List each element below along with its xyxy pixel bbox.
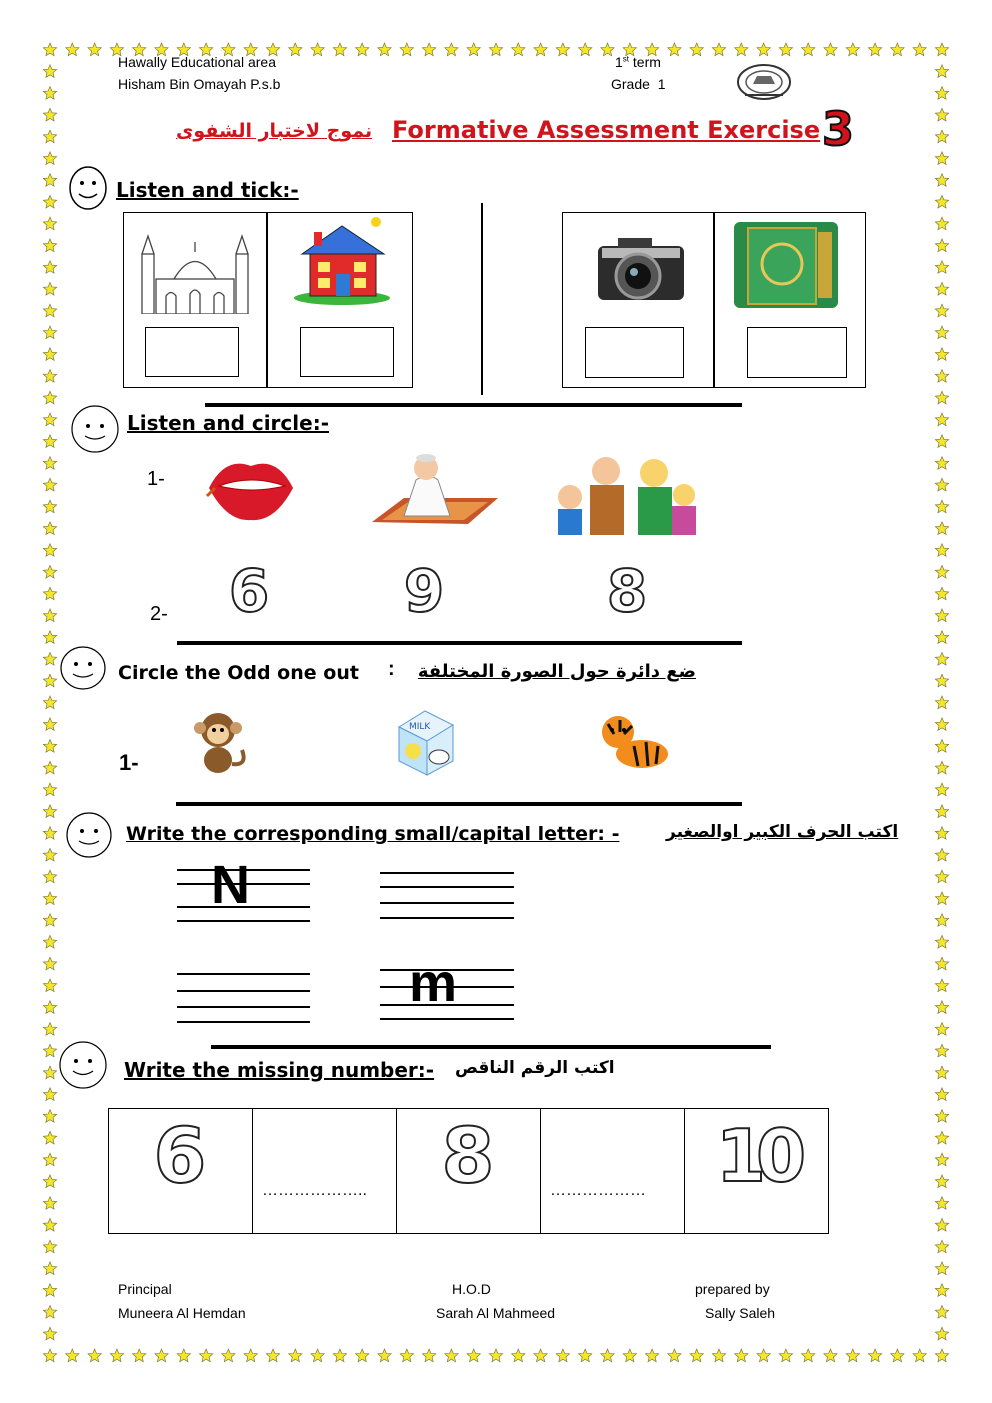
- star-icon: [935, 631, 948, 644]
- star-icon: [199, 1349, 212, 1362]
- odd-arabic: ضع دائرة حول الصورة المختلفة: [417, 661, 696, 682]
- row-label-1: 1-: [147, 468, 165, 490]
- star-icon: [935, 500, 948, 513]
- smiley-icon: [58, 1040, 108, 1090]
- star-icon: [43, 674, 56, 687]
- star-icon: [935, 239, 948, 252]
- star-icon: [155, 1349, 168, 1362]
- star-icon: [935, 1153, 948, 1166]
- star-icon: [935, 43, 948, 56]
- star-icon: [846, 43, 859, 56]
- blank-cell-9[interactable]: ………………: [550, 1182, 646, 1199]
- star-icon: [43, 87, 56, 100]
- star-icon: [43, 457, 56, 470]
- star-icon: [623, 1349, 636, 1362]
- star-icon: [935, 1001, 948, 1014]
- star-icon: [43, 43, 56, 56]
- term-text: 1st term: [615, 54, 661, 70]
- area-text: Hawally Educational area: [118, 54, 276, 70]
- star-icon: [445, 43, 458, 56]
- star-icon: [935, 457, 948, 470]
- star-icon: [935, 935, 948, 948]
- star-icon: [779, 43, 792, 56]
- letters-arabic: اكتب الحرف الكبير اوالصغير: [666, 822, 899, 842]
- number-cell-10: 10: [715, 1114, 797, 1198]
- star-icon: [43, 565, 56, 578]
- star-icon: [400, 1349, 413, 1362]
- title-english: Formative Assessment Exercise: [392, 116, 821, 144]
- star-icon: [802, 43, 815, 56]
- principal-label: Principal: [118, 1281, 172, 1297]
- odd-row-label: 1-: [119, 750, 139, 775]
- star-icon: [43, 152, 56, 165]
- exercise-number: 3: [822, 102, 855, 156]
- section-rule-4: [211, 1045, 771, 1049]
- star-icon: [43, 1284, 56, 1297]
- star-icon: [333, 1349, 346, 1362]
- star-icon: [467, 1349, 480, 1362]
- star-icon: [43, 1306, 56, 1319]
- star-icon: [43, 1023, 56, 1036]
- section-rule-3: [176, 802, 742, 806]
- star-icon: [43, 1349, 56, 1362]
- star-icon: [43, 587, 56, 600]
- star-icon: [690, 1349, 703, 1362]
- star-icon: [43, 1240, 56, 1253]
- star-icon: [891, 1349, 904, 1362]
- star-icon: [935, 609, 948, 622]
- star-icon: [489, 1349, 502, 1362]
- star-icon: [556, 1349, 569, 1362]
- star-icon: [757, 43, 770, 56]
- number-cell-8: 8: [441, 1111, 495, 1200]
- star-icon: [43, 631, 56, 644]
- number-option-6[interactable]: 6: [228, 557, 270, 625]
- star-icon: [489, 43, 502, 56]
- star-icon: [935, 1044, 948, 1057]
- star-icon: [43, 413, 56, 426]
- star-icon: [935, 1327, 948, 1340]
- star-icon: [935, 1284, 948, 1297]
- star-icon: [43, 783, 56, 796]
- star-icon: [43, 261, 56, 274]
- smiley-icon: [68, 165, 108, 211]
- tick-title: Listen and tick:-: [116, 178, 299, 202]
- letters-title: Write the corresponding small/capital letter: -: [126, 823, 620, 845]
- writing-line[interactable]: [380, 872, 514, 874]
- star-icon: [935, 544, 948, 557]
- star-icon: [356, 1349, 369, 1362]
- star-icon: [935, 348, 948, 361]
- star-icon: [43, 391, 56, 404]
- star-icon: [43, 435, 56, 448]
- star-icon: [244, 1349, 257, 1362]
- star-icon: [534, 1349, 547, 1362]
- star-icon: [935, 195, 948, 208]
- star-icon: [935, 827, 948, 840]
- star-icon: [846, 1349, 859, 1362]
- missing-arabic: اكتب الرقم الناقص: [455, 1058, 615, 1078]
- milk-label: MILK: [409, 722, 431, 732]
- star-icon: [43, 740, 56, 753]
- star-icon: [935, 478, 948, 491]
- title-arabic: نموج لاختبار الشفوى: [176, 120, 373, 142]
- star-icon: [802, 1349, 815, 1362]
- star-icon: [935, 979, 948, 992]
- star-icon: [935, 1066, 948, 1079]
- star-icon: [935, 1262, 948, 1275]
- star-icon: [43, 1262, 56, 1275]
- section-rule-1: [205, 403, 742, 407]
- star-icon: [43, 1131, 56, 1144]
- smiley-icon: [70, 404, 120, 454]
- star-icon: [43, 282, 56, 295]
- star-icon: [735, 1349, 748, 1362]
- capital-letter: N: [211, 855, 250, 915]
- star-icon: [935, 130, 948, 143]
- star-icon: [935, 892, 948, 905]
- star-icon: [378, 1349, 391, 1362]
- star-icon: [935, 565, 948, 578]
- star-icon: [935, 1088, 948, 1101]
- section-rule-2: [177, 641, 742, 645]
- star-icon: [422, 1349, 435, 1362]
- star-icon: [512, 1349, 525, 1362]
- blank-cell-7[interactable]: ………………..: [262, 1182, 367, 1199]
- star-icon: [43, 217, 56, 230]
- mouth-image[interactable]: [205, 452, 297, 524]
- star-icon: [110, 1349, 123, 1362]
- star-icon: [43, 130, 56, 143]
- star-icon: [935, 87, 948, 100]
- star-icon: [668, 1349, 681, 1362]
- star-icon: [913, 43, 926, 56]
- odd-colon: :: [388, 658, 395, 680]
- family-image[interactable]: [546, 451, 708, 537]
- divider-line: [481, 203, 483, 395]
- star-icon: [43, 1197, 56, 1210]
- star-icon: [43, 805, 56, 818]
- quran-image: [730, 218, 842, 310]
- star-icon: [824, 43, 837, 56]
- star-icon: [43, 174, 56, 187]
- mosque-image: [136, 224, 254, 314]
- star-icon: [601, 1349, 614, 1362]
- star-icon: [266, 1349, 279, 1362]
- star-icon: [43, 348, 56, 361]
- star-icon: [935, 653, 948, 666]
- star-icon: [935, 435, 948, 448]
- star-icon: [43, 478, 56, 491]
- star-icon: [177, 1349, 190, 1362]
- star-icon: [43, 848, 56, 861]
- hod-name: Sarah Al Mahmeed: [436, 1305, 556, 1321]
- prepared-name: Sally Saleh: [705, 1305, 776, 1321]
- tick-answer-box-3[interactable]: [585, 327, 684, 378]
- star-icon: [43, 239, 56, 252]
- star-icon: [935, 65, 948, 78]
- prepared-label: prepared by: [695, 1281, 770, 1297]
- star-icon: [935, 1131, 948, 1144]
- star-icon: [43, 718, 56, 731]
- principal-name: Muneera Al Hemdan: [118, 1305, 246, 1321]
- star-icon: [935, 1175, 948, 1188]
- house-image: [292, 214, 392, 306]
- star-icon: [43, 304, 56, 317]
- star-icon: [757, 1349, 770, 1362]
- tiger-image[interactable]: [598, 710, 674, 776]
- star-icon: [935, 674, 948, 687]
- star-icon: [579, 1349, 592, 1362]
- star-icon: [779, 1349, 792, 1362]
- star-icon: [935, 718, 948, 731]
- star-icon: [43, 195, 56, 208]
- star-icon: [935, 848, 948, 861]
- star-icon: [43, 957, 56, 970]
- star-icon: [824, 1349, 837, 1362]
- star-icon: [935, 1349, 948, 1362]
- star-icon: [935, 1110, 948, 1123]
- missing-title: Write the missing number:-: [124, 1058, 435, 1082]
- star-icon: [935, 413, 948, 426]
- star-icon: [378, 43, 391, 56]
- star-icon: [935, 1197, 948, 1210]
- star-icon: [935, 587, 948, 600]
- star-icon: [88, 43, 101, 56]
- star-icon: [935, 261, 948, 274]
- star-icon: [913, 1349, 926, 1362]
- monkey-image[interactable]: [186, 708, 250, 776]
- tick-answer-box-1[interactable]: [145, 327, 239, 377]
- star-icon: [935, 783, 948, 796]
- star-icon: [289, 1349, 302, 1362]
- star-icon: [735, 43, 748, 56]
- star-icon: [868, 1349, 881, 1362]
- star-icon: [935, 108, 948, 121]
- row-label-2: 2-: [150, 603, 168, 625]
- star-icon: [43, 609, 56, 622]
- star-icon: [43, 544, 56, 557]
- star-icon: [935, 957, 948, 970]
- star-icon: [935, 1240, 948, 1253]
- star-icon: [88, 1349, 101, 1362]
- star-icon: [935, 282, 948, 295]
- star-icon: [43, 979, 56, 992]
- star-icon: [133, 1349, 146, 1362]
- writing-line[interactable]: [177, 973, 310, 975]
- star-icon: [43, 935, 56, 948]
- grade-text: Grade 1: [611, 76, 666, 92]
- number-cell-6: 6: [153, 1111, 207, 1200]
- star-icon: [43, 761, 56, 774]
- star-icon: [311, 43, 324, 56]
- star-icon: [935, 326, 948, 339]
- star-icon: [690, 43, 703, 56]
- milk-carton-image[interactable]: [389, 705, 463, 777]
- number-option-9[interactable]: 9: [403, 557, 445, 625]
- star-icon: [43, 696, 56, 709]
- star-icon: [43, 1175, 56, 1188]
- star-icon: [645, 1349, 658, 1362]
- star-icon: [43, 1001, 56, 1014]
- star-icon: [467, 43, 480, 56]
- star-icon: [43, 522, 56, 535]
- star-icon: [43, 1218, 56, 1231]
- star-icon: [935, 152, 948, 165]
- small-letter: m: [409, 953, 458, 1013]
- star-icon: [935, 1023, 948, 1036]
- star-icon: [311, 1349, 324, 1362]
- star-icon: [868, 43, 881, 56]
- star-icon: [712, 43, 725, 56]
- star-icon: [66, 43, 79, 56]
- star-icon: [43, 65, 56, 78]
- star-icon: [534, 43, 547, 56]
- star-icon: [935, 1306, 948, 1319]
- star-icon: [445, 1349, 458, 1362]
- star-icon: [43, 1066, 56, 1079]
- number-option-8[interactable]: 8: [606, 557, 648, 625]
- star-icon: [43, 370, 56, 383]
- star-icon: [601, 43, 614, 56]
- star-icon: [935, 174, 948, 187]
- star-icon: [668, 43, 681, 56]
- star-icon: [289, 43, 302, 56]
- star-icon: [935, 696, 948, 709]
- school-text: Hisham Bin Omayah P.s.b: [118, 76, 281, 92]
- star-icon: [43, 500, 56, 513]
- star-icon: [43, 326, 56, 339]
- star-icon: [935, 217, 948, 230]
- star-icon: [43, 914, 56, 927]
- star-icon: [935, 870, 948, 883]
- tick-answer-box-4[interactable]: [747, 327, 847, 378]
- odd-title: Circle the Odd one out: [118, 662, 359, 684]
- star-icon: [935, 1218, 948, 1231]
- star-icon: [935, 761, 948, 774]
- tick-answer-box-2[interactable]: [300, 327, 394, 377]
- ministry-logo: [735, 62, 793, 102]
- star-icon: [43, 653, 56, 666]
- star-icon: [935, 740, 948, 753]
- star-icon: [43, 1110, 56, 1123]
- star-icon: [43, 827, 56, 840]
- star-icon: [43, 1153, 56, 1166]
- star-icon: [400, 43, 413, 56]
- star-icon: [356, 43, 369, 56]
- star-icon: [422, 43, 435, 56]
- star-icon: [935, 391, 948, 404]
- star-icon: [712, 1349, 725, 1362]
- star-icon: [43, 870, 56, 883]
- star-icon: [43, 1327, 56, 1340]
- star-icon: [222, 1349, 235, 1362]
- hod-label: H.O.D: [452, 1281, 491, 1297]
- praying-boy-image[interactable]: [364, 450, 502, 532]
- smiley-icon: [65, 810, 113, 860]
- star-icon: [512, 43, 525, 56]
- star-icon: [891, 43, 904, 56]
- camera-image: [594, 232, 688, 304]
- circle-title: Listen and circle:-: [127, 411, 329, 435]
- star-icon: [935, 805, 948, 818]
- star-icon: [43, 1044, 56, 1057]
- star-icon: [935, 522, 948, 535]
- star-icon: [935, 914, 948, 927]
- star-icon: [935, 304, 948, 317]
- smiley-icon: [59, 645, 107, 691]
- star-icon: [333, 43, 346, 56]
- star-icon: [579, 43, 592, 56]
- star-icon: [935, 370, 948, 383]
- star-icon: [66, 1349, 79, 1362]
- star-icon: [556, 43, 569, 56]
- star-icon: [43, 892, 56, 905]
- star-icon: [43, 108, 56, 121]
- star-icon: [43, 1088, 56, 1101]
